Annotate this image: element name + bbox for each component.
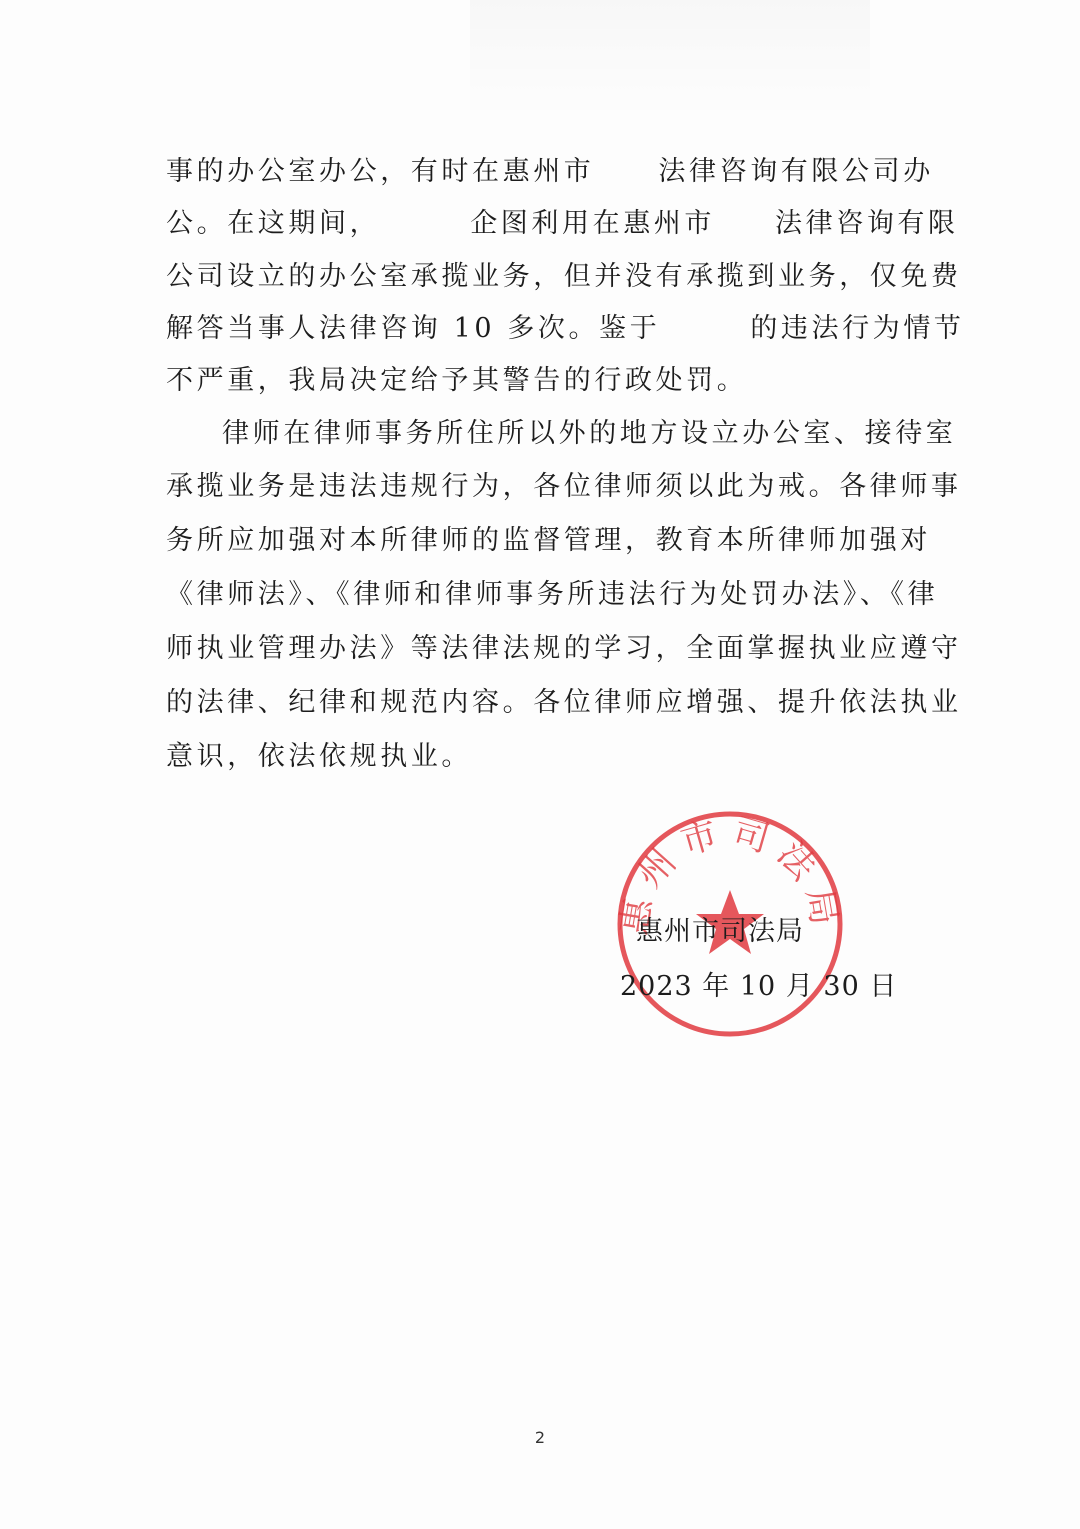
paragraph-line-9: 《律师法》、《律师和律师事务所违法行为处罚办法》、《律 (166, 579, 939, 610)
issue-date: 2023 年 10 月 30 日 (620, 971, 898, 1002)
paragraph-line-8: 务所应加强对本所律师的监督管理，教育本所律师加强对 (166, 525, 931, 556)
paragraph-line-1 (166, 155, 934, 189)
text-segment: 法律咨询有限公司办 (658, 156, 934, 187)
paragraph-line-11: 的法律、纪律和规范内容。各位律师应增强、提升依法执业 (166, 687, 962, 718)
text-segment: 公。在这期间， (166, 208, 381, 239)
text-segment: 法律咨询有限 (775, 208, 959, 239)
paragraph-line-4 (166, 312, 965, 346)
seal-text: 惠州市司法局 (614, 811, 846, 938)
paragraph-line-3: 公司设立的办公室承揽业务，但并没有承揽到业务，仅免费 (166, 261, 962, 292)
paragraph-line-5: 不严重，我局决定给予其警告的行政处罚。 (166, 365, 748, 396)
paragraph-line-10: 师执业管理办法》等法律法规的学习，全面掌握执业应遵守 (166, 633, 962, 664)
text-segment: 解答当事人法律咨询 10 多次。鉴于 (166, 313, 661, 344)
page-number: 2 (534, 1428, 546, 1447)
paragraph-line-6: 律师在律师事务所住所以外的地方设立办公室、接待室 (222, 418, 957, 449)
text-segment: 的违法行为情节 (750, 313, 965, 344)
text-segment: 企图利用在惠州市 (470, 208, 716, 239)
paragraph-line-7: 承揽业务是违法违规行为，各位律师须以此为戒。各律师事 (166, 471, 962, 502)
paragraph-line-12: 意识，依法依规执业。 (166, 741, 472, 772)
scan-shadow (470, 0, 870, 120)
issuer-name: 惠州市司法局 (636, 916, 804, 947)
text-segment: 事的办公室办公，有时在惠州市 (166, 156, 595, 187)
paragraph-line-2 (166, 207, 959, 241)
